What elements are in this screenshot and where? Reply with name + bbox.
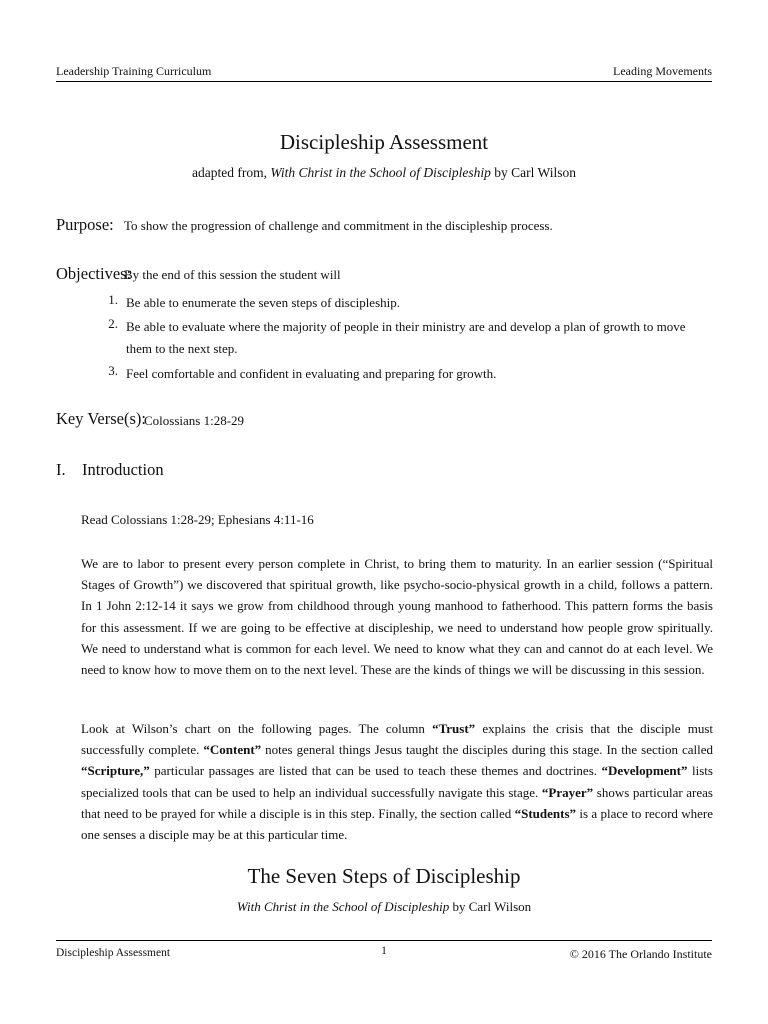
paragraph-text: explains the crisis that the disciple must successfully complete. <box>81 721 713 758</box>
purpose-label: Purpose: <box>56 215 114 234</box>
section-subtitle <box>0 899 768 915</box>
subtitle-suffix: by Carl Wilson <box>490 165 576 180</box>
subtitle-prefix: adapted from, <box>192 165 271 180</box>
key-verses-label: Key Verse(s): <box>56 409 146 428</box>
section-title: The Seven Steps of Discipleship <box>247 864 521 888</box>
term-students: “Students” <box>514 805 577 821</box>
chart-explanation-paragraph <box>81 718 713 845</box>
paragraph-text: shows particular areas that need to be prayed for while a disciple is in this step. Finally, the section called <box>81 784 713 821</box>
page-number: 1 <box>381 945 387 957</box>
read-instruction: Read Colossians 1:28-29; Ephesians 4:11-16 <box>81 512 314 527</box>
section-book-title: With Christ in the School of Discipleship <box>236 899 450 914</box>
objective-item <box>100 363 712 385</box>
page-title: Discipleship Assessment <box>279 130 489 154</box>
objective-number: 3. <box>108 363 118 378</box>
footer-left: Discipleship Assessment <box>56 947 171 959</box>
term-trust: “Trust” <box>432 721 476 736</box>
page-subtitle <box>0 165 768 181</box>
key-verses-text: Colossians 1:28-29 <box>144 413 245 428</box>
objective-text: Be able to enumerate the seven steps of discipleship. <box>126 295 401 310</box>
term-development: “Development” <box>601 763 688 779</box>
paragraph-text: Look at Wilson’s chart on the following pages. The column <box>81 721 433 736</box>
paragraph-text: lists specialized tools that can be used to help an individual successfully navigate this stage. <box>81 763 713 800</box>
objective-number: 2. <box>108 316 118 331</box>
footer-rule <box>56 940 712 941</box>
header-rule <box>56 81 712 82</box>
objectives-intro: By the end of this session the student will <box>124 267 341 282</box>
objective-item <box>100 292 712 314</box>
paragraph-text: notes general things Jesus taught the disciples during this stage. In the section called <box>261 742 713 758</box>
footer-right: © 2016 The Orlando Institute <box>569 947 712 961</box>
section-subtitle-suffix: by Carl Wilson <box>449 899 532 914</box>
term-content: “Content” <box>203 742 262 758</box>
header-left: Leadership Training Curriculum <box>56 64 212 78</box>
objective-text: Feel comfortable and confident in evaluating and preparing for growth. <box>126 366 497 381</box>
paragraph-text: particular passages are listed that can be used to teach these themes and doctrines. <box>149 763 602 779</box>
page-footer <box>56 947 712 961</box>
section-heading: Introduction <box>82 460 164 479</box>
objective-text: Be able to evaluate where the majority of people in their ministry are and develop a plan of growth to move them to the next step. <box>126 319 686 356</box>
objective-number: 1. <box>108 292 118 307</box>
objective-item <box>100 316 712 360</box>
objectives-label: Objectives: <box>56 264 132 283</box>
paragraph-text: is a place to record where one senses a disciple may be at this particular time. <box>81 805 714 843</box>
term-scripture: “Scripture,” <box>81 763 150 779</box>
term-prayer: “Prayer” <box>541 784 594 800</box>
subtitle-book-title: With Christ in the School of Discipleship <box>270 165 491 180</box>
page-header <box>56 64 712 78</box>
section-numeral: I. <box>56 460 66 479</box>
purpose-text: To show the progression of challenge and commitment in the discipleship process. <box>124 218 553 233</box>
intro-paragraph: We are to labor to present every person complete in Christ, to bring them to maturity. In an earlier session (“Spiritual Stages of Growth”) we discovered that spiritual growth, like psycho-socio-physical growth in a child, follows a pattern. In 1 John 2:12-14 it says we grow from childhood through young manhood to fatherhood. This pattern forms the basis for this assessment. If we are going to be effective at discipleship, we need to understand how people grow spiritually. We need to understand what is common for each level. We need to know what they can and cannot do at each level. We need to know how to move them on to the next level. These are the kinds of things we will be discussing in this session. <box>81 556 713 678</box>
header-right: Leading Movements <box>613 64 712 78</box>
